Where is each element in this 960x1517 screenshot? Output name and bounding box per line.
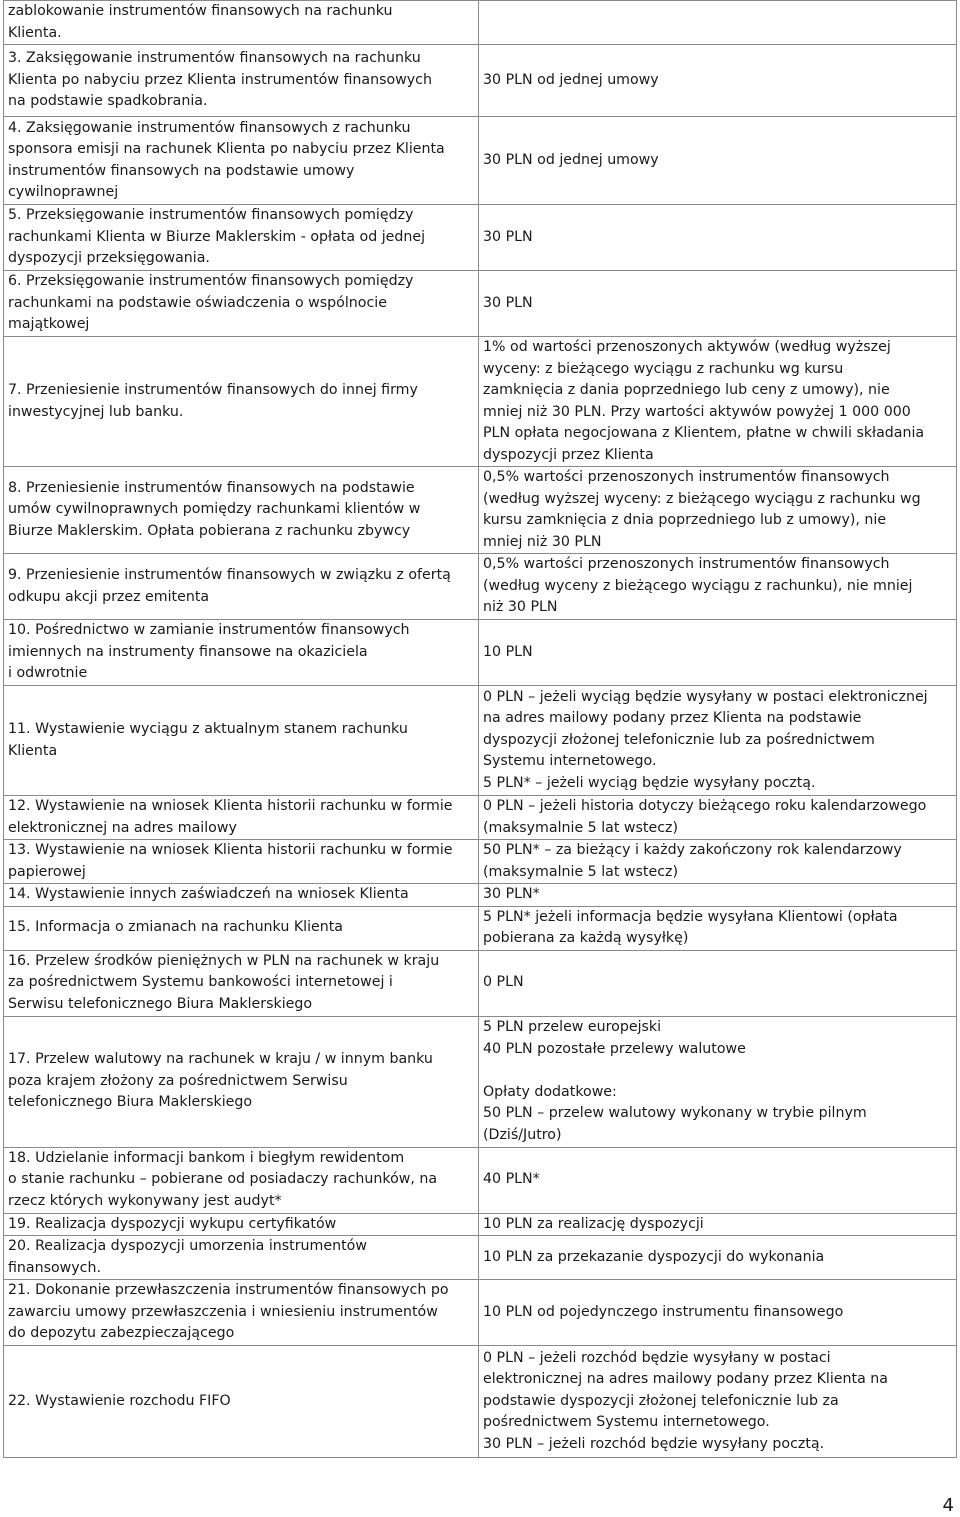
page-number: 4: [942, 1495, 954, 1516]
table-row: [4, 906, 957, 950]
fee-cell: 0 PLN: [479, 950, 957, 1016]
table-row: [4, 796, 957, 840]
table-row: [4, 1346, 957, 1458]
table-row: [4, 117, 957, 205]
table-row: [4, 884, 957, 907]
fee-cell: 0,5% wartości przenoszonych instrumentów finansowych (według wyższej wyceny: z bieżącego wyciągu z rachunku wg kursu zamknięcia z dnia poprzedniego lub z umowy), nie mniej niż 30 PLN: [479, 467, 957, 554]
table-row: [4, 337, 957, 467]
table-row: [4, 554, 957, 620]
fee-cell: 30 PLN od jednej umowy: [479, 117, 957, 205]
fee-cell: [479, 1, 957, 45]
service-cell: 9. Przeniesienie instrumentów finansowych w związku z ofertą odkupu akcji przez emitenta: [4, 554, 479, 620]
service-cell: 18. Udzielanie informacji bankom i biegłym rewidentom o stanie rachunku – pobierane od posiadaczy rachunków, na rzecz których wykonywany jest audyt*: [4, 1147, 479, 1213]
service-cell: 14. Wystawienie innych zaświadczeń na wniosek Klienta: [4, 884, 479, 907]
fee-cell: 10 PLN od pojedynczego instrumentu finansowego: [479, 1280, 957, 1346]
table-row: [4, 686, 957, 796]
table-row: [4, 45, 957, 117]
table-row: [4, 950, 957, 1016]
fee-cell: 0 PLN – jeżeli rozchód będzie wysyłany w postaci elektronicznej na adres mailowy podany przez Klienta na podstawie dyspozycji złożonej telefonicznie lub za pośrednictwem Systemu internetowego. 30 PLN – jeżeli rozchód będzie wysyłany pocztą.: [479, 1346, 957, 1458]
table-row: [4, 1236, 957, 1280]
fee-cell: 0 PLN – jeżeli historia dotyczy bieżącego roku kalendarzowego (maksymalnie 5 lat wstecz): [479, 796, 957, 840]
table-row: [4, 467, 957, 554]
service-cell: zablokowanie instrumentów finansowych na rachunku Klienta.: [4, 1, 479, 45]
fee-cell: 0 PLN – jeżeli wyciąg będzie wysyłany w postaci elektronicznej na adres mailowy podany przez Klienta na podstawie dyspozycji złożonej telefonicznie lub za pośrednictwem Systemu internetowego. 5 PLN* – jeżeli wyciąg będzie wysyłany pocztą.: [479, 686, 957, 796]
service-cell: 16. Przelew środków pieniężnych w PLN na rachunek w kraju za pośrednictwem Systemu bankowości internetowej i Serwisu telefonicznego Biura Maklerskiego: [4, 950, 479, 1016]
table-row: [4, 1147, 957, 1213]
fee-cell: 40 PLN*: [479, 1147, 957, 1213]
service-cell: 10. Pośrednictwo w zamianie instrumentów finansowych imiennych na instrumenty finansowe na okaziciela i odwrotnie: [4, 620, 479, 686]
table-row: [4, 205, 957, 271]
fee-cell: 5 PLN przelew europejski 40 PLN pozostałe przelewy walutowe Opłaty dodatkowe: 50 PLN – przelew walutowy wykonany w trybie pilnym (Dziś/Jutro): [479, 1016, 957, 1147]
service-cell: 20. Realizacja dyspozycji umorzenia instrumentów finansowych.: [4, 1236, 479, 1280]
service-cell: 3. Zaksięgowanie instrumentów finansowych na rachunku Klienta po nabyciu przez Klienta instrumentów finansowych na podstawie spadkobrania.: [4, 45, 479, 117]
fee-cell: 30 PLN: [479, 205, 957, 271]
table-row: [4, 1, 957, 45]
table-row: [4, 1016, 957, 1147]
fee-cell: 50 PLN* – za bieżący i każdy zakończony rok kalendarzowy (maksymalnie 5 lat wstecz): [479, 840, 957, 884]
service-cell: 17. Przelew walutowy na rachunek w kraju / w innym banku poza krajem złożony za pośrednictwem Serwisu telefonicznego Biura Maklerskiego: [4, 1016, 479, 1147]
fee-cell: 1% od wartości przenoszonych aktywów (według wyższej wyceny: z bieżącego wyciągu z rachunku wg kursu zamknięcia z dania poprzedniego lub ceny z umowy), nie mniej niż 30 PLN. Przy wartości aktywów powyżej 1 000 000 PLN opłata negocjowana z Klientem, płatne w chwili składania dyspozycji przez Klienta: [479, 337, 957, 467]
fee-cell: 10 PLN: [479, 620, 957, 686]
fee-cell: 10 PLN za przekazanie dyspozycji do wykonania: [479, 1236, 957, 1280]
service-cell: 6. Przeksięgowanie instrumentów finansowych pomiędzy rachunkami na podstawie oświadczenia o wspólnocie majątkowej: [4, 271, 479, 337]
service-cell: 8. Przeniesienie instrumentów finansowych na podstawie umów cywilnoprawnych pomiędzy rachunkami klientów w Biurze Maklerskim. Opłata pobierana z rachunku zbywcy: [4, 467, 479, 554]
service-cell: 22. Wystawienie rozchodu FIFO: [4, 1346, 479, 1458]
service-cell: 13. Wystawienie na wniosek Klienta historii rachunku w formie papierowej: [4, 840, 479, 884]
fee-cell: 30 PLN*: [479, 884, 957, 907]
service-cell: 19. Realizacja dyspozycji wykupu certyfikatów: [4, 1213, 479, 1236]
table-row: [4, 1280, 957, 1346]
service-cell: 12. Wystawienie na wniosek Klienta historii rachunku w formie elektronicznej na adres mailowy: [4, 796, 479, 840]
service-cell: 5. Przeksięgowanie instrumentów finansowych pomiędzy rachunkami Klienta w Biurze Maklerskim - opłata od jednej dyspozycji przeksięgowania.: [4, 205, 479, 271]
service-cell: 4. Zaksięgowanie instrumentów finansowych z rachunku sponsora emisji na rachunek Klienta po nabyciu przez Klienta instrumentów finansowych na podstawie umowy cywilnoprawnej: [4, 117, 479, 205]
table-row: [4, 271, 957, 337]
fee-table: [3, 0, 957, 1458]
service-cell: 11. Wystawienie wyciągu z aktualnym stanem rachunku Klienta: [4, 686, 479, 796]
service-cell: 7. Przeniesienie instrumentów finansowych do innej firmy inwestycyjnej lub banku.: [4, 337, 479, 467]
fee-cell: 10 PLN za realizację dyspozycji: [479, 1213, 957, 1236]
fee-cell: 5 PLN* jeżeli informacja będzie wysyłana Klientowi (opłata pobierana za każdą wysyłkę): [479, 906, 957, 950]
fee-cell: 0,5% wartości przenoszonych instrumentów finansowych (według wyceny z bieżącego wyciągu z rachunku), nie mniej niż 30 PLN: [479, 554, 957, 620]
service-cell: 15. Informacja o zmianach na rachunku Klienta: [4, 906, 479, 950]
service-cell: 21. Dokonanie przewłaszczenia instrumentów finansowych po zawarciu umowy przewłaszczenia i wniesieniu instrumentów do depozytu zabezpieczającego: [4, 1280, 479, 1346]
table-row: [4, 1213, 957, 1236]
fee-cell: 30 PLN od jednej umowy: [479, 45, 957, 117]
table-row: [4, 620, 957, 686]
fee-cell: 30 PLN: [479, 271, 957, 337]
table-row: [4, 840, 957, 884]
